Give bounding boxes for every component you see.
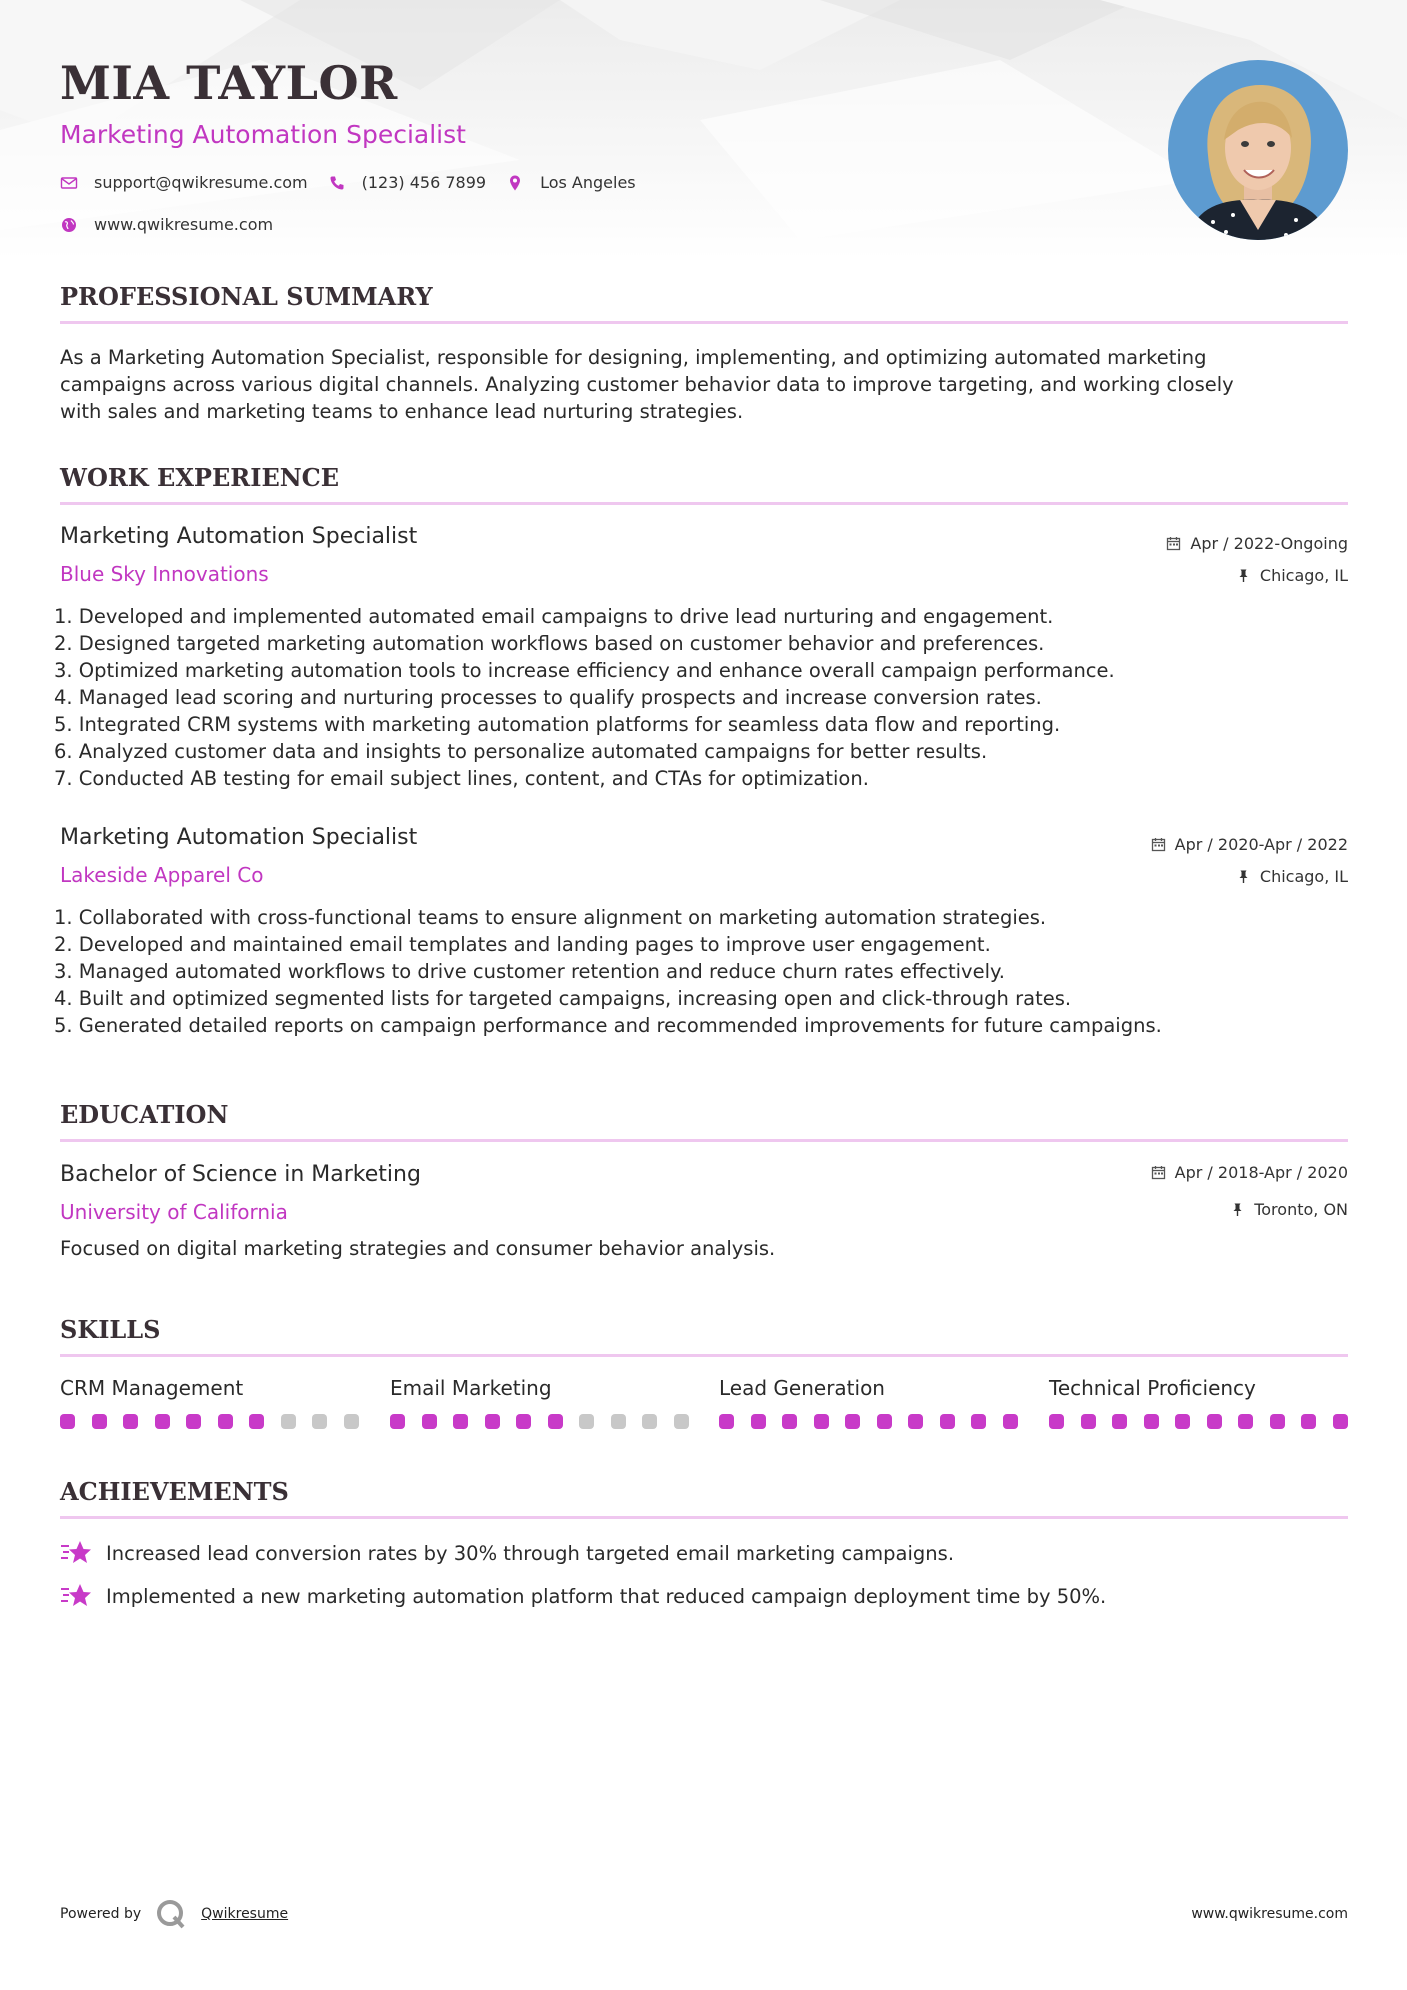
rating-dot-filled <box>782 1414 797 1429</box>
globe-icon <box>60 216 78 234</box>
profile-photo <box>1168 60 1348 240</box>
rating-dot-empty <box>281 1414 296 1429</box>
skill-name: Lead Generation <box>719 1376 885 1400</box>
rating-dot-filled <box>751 1414 766 1429</box>
section-title-education: EDUCATION <box>60 1100 229 1129</box>
rating-dot-filled <box>845 1414 860 1429</box>
rating-dot-filled <box>1207 1414 1222 1429</box>
summary-text <box>60 344 1340 425</box>
rating-dot-empty <box>312 1414 327 1429</box>
brand-link[interactable]: Qwikresume <box>201 1906 289 1922</box>
skill-name: CRM Management <box>60 1376 244 1400</box>
rating-dot-empty <box>642 1414 657 1429</box>
section-divider <box>60 1139 1348 1142</box>
rating-dot-filled <box>218 1414 233 1429</box>
rating-dot-filled <box>877 1414 892 1429</box>
section-title-skills: SKILLS <box>60 1315 161 1344</box>
phone-text: (123) 456 7899 <box>361 173 487 192</box>
company-name: Lakeside Apparel Co <box>60 863 264 887</box>
list-item: 6. Analyzed customer data and insights to personalize automated campaigns for better results. <box>54 740 988 763</box>
rating-dot-filled <box>60 1414 75 1429</box>
job-bullets <box>54 603 1344 792</box>
rating-dot-filled <box>1301 1414 1316 1429</box>
job-title: Marketing Automation Specialist <box>60 825 418 850</box>
rating-dot-filled <box>422 1414 437 1429</box>
rating-dot-filled <box>548 1414 563 1429</box>
education-location-text: Toronto, ON <box>1254 1200 1348 1219</box>
section-divider <box>60 1354 1348 1357</box>
degree-title: Bachelor of Science in Marketing <box>60 1162 421 1187</box>
contact-phone[interactable] <box>328 173 486 192</box>
location-text: Los Angeles <box>540 173 636 192</box>
achievement-item <box>60 1538 954 1568</box>
rating-dot-filled <box>1112 1414 1127 1429</box>
section-divider <box>60 1516 1348 1519</box>
pushpin-icon <box>1236 869 1251 884</box>
rating-dot-filled <box>92 1414 107 1429</box>
rating-dot-filled <box>516 1414 531 1429</box>
star-icon <box>60 1538 92 1568</box>
phone-icon <box>328 174 346 192</box>
rating-dot-filled <box>485 1414 500 1429</box>
calendar-icon <box>1151 1165 1166 1180</box>
job-dates <box>1166 534 1348 553</box>
rating-dot-filled <box>1270 1414 1285 1429</box>
rating-dot-filled <box>1238 1414 1253 1429</box>
list-item: 2. Designed targeted marketing automation workflows based on customer behavior and preferences. <box>54 632 1045 655</box>
rating-dot-filled <box>390 1414 405 1429</box>
skill-rating <box>390 1414 705 1429</box>
rating-dot-filled <box>155 1414 170 1429</box>
candidate-name: MIA TAYLOR <box>60 56 398 110</box>
rating-dot-filled <box>971 1414 986 1429</box>
skill-rating <box>1049 1414 1364 1429</box>
rating-dot-filled <box>1049 1414 1064 1429</box>
contact-website[interactable] <box>60 215 273 234</box>
contact-row-website <box>60 215 293 234</box>
rating-dot-filled <box>453 1414 468 1429</box>
skill-item <box>390 1376 690 1400</box>
job-location-text: Chicago, IL <box>1259 566 1348 585</box>
list-item: 3. Optimized marketing automation tools to increase efficiency and enhance overall campaign performance. <box>54 659 1115 682</box>
map-pin-icon <box>506 174 524 192</box>
rating-dot-filled <box>1144 1414 1159 1429</box>
powered-by-label: Powered by <box>60 1906 142 1922</box>
summary-line: As a Marketing Automation Specialist, responsible for designing, implementing, and optimizing automated marketing <box>60 346 1207 369</box>
candidate-title: Marketing Automation Specialist <box>60 120 466 149</box>
job-location <box>1236 566 1348 585</box>
list-item: 2. Developed and maintained email templates and landing pages to improve user engagement. <box>54 933 991 956</box>
rating-dot-filled <box>249 1414 264 1429</box>
rating-dot-filled <box>1333 1414 1348 1429</box>
website-text: www.qwikresume.com <box>94 215 274 234</box>
star-icon <box>60 1581 92 1611</box>
rating-dot-empty <box>611 1414 626 1429</box>
education-description: Focused on digital marketing strategies and consumer behavior analysis. <box>60 1237 776 1260</box>
rating-dot-filled <box>1175 1414 1190 1429</box>
skill-item <box>1049 1376 1349 1400</box>
achievement-text: Increased lead conversion rates by 30% through targeted email marketing campaigns. <box>106 1541 955 1565</box>
contact-location <box>506 173 636 192</box>
job-dates-text: Apr / 2022-Ongoing <box>1190 534 1348 553</box>
job-bullets <box>54 904 1344 1039</box>
rating-dot-filled <box>908 1414 923 1429</box>
rating-dot-filled <box>1003 1414 1018 1429</box>
rating-dot-filled <box>123 1414 138 1429</box>
rating-dot-filled <box>940 1414 955 1429</box>
education-location <box>1230 1200 1348 1219</box>
list-item: 4. Built and optimized segmented lists for targeted campaigns, increasing open and click-through rates. <box>54 987 1072 1010</box>
achievement-text: Implemented a new marketing automation platform that reduced campaign deployment time by 50%. <box>106 1584 1107 1608</box>
skill-rating <box>719 1414 1034 1429</box>
rating-dot-filled <box>1081 1414 1096 1429</box>
list-item: 1. Developed and implemented automated email campaigns to drive lead nurturing and engagement. <box>54 605 1054 628</box>
education-dates-text: Apr / 2018-Apr / 2020 <box>1174 1163 1348 1182</box>
list-item: 5. Generated detailed reports on campaign performance and recommended improvements for future campaigns. <box>54 1014 1162 1037</box>
email-text: support@qwikresume.com <box>94 173 308 192</box>
list-item: 7. Conducted AB testing for email subject lines, content, and CTAs for optimization. <box>54 767 869 790</box>
rating-dot-empty <box>344 1414 359 1429</box>
job-dates <box>1151 835 1348 854</box>
job-dates-text: Apr / 2020-Apr / 2022 <box>1174 835 1348 854</box>
job-title: Marketing Automation Specialist <box>60 524 418 549</box>
skill-item <box>60 1376 360 1400</box>
rating-dot-empty <box>674 1414 689 1429</box>
list-item: 5. Integrated CRM systems with marketing automation platforms for seamless data flow and reporting. <box>54 713 1061 736</box>
pushpin-icon <box>1236 568 1251 583</box>
footer-url[interactable]: www.qwikresume.com <box>1191 1906 1348 1922</box>
section-divider <box>60 321 1348 324</box>
list-item: 1. Collaborated with cross-functional teams to ensure alignment on marketing automation strategies. <box>54 906 1047 929</box>
achievement-item <box>60 1581 1106 1611</box>
job-location-text: Chicago, IL <box>1259 867 1348 886</box>
footer-powered-by <box>60 1898 288 1930</box>
calendar-icon <box>1151 837 1166 852</box>
skill-item <box>719 1376 1019 1400</box>
list-item: 3. Managed automated workflows to drive customer retention and reduce churn rates effectively. <box>54 960 1005 983</box>
section-title-summary: PROFESSIONAL SUMMARY <box>60 282 433 311</box>
skill-name: Email Marketing <box>390 1376 552 1400</box>
rating-dot-empty <box>579 1414 594 1429</box>
section-title-achievements: ACHIEVEMENTS <box>60 1477 289 1506</box>
qwikresume-logo-icon <box>155 1898 187 1930</box>
school-name: University of California <box>60 1200 288 1224</box>
envelope-icon <box>60 174 78 192</box>
education-dates <box>1151 1163 1348 1182</box>
rating-dot-filled <box>186 1414 201 1429</box>
contact-email[interactable] <box>60 173 308 192</box>
job-location <box>1236 867 1348 886</box>
summary-line: campaigns across various digital channels. Analyzing customer behavior data to improve targeting, and working closely <box>60 373 1234 396</box>
calendar-icon <box>1166 536 1181 551</box>
summary-line: with sales and marketing teams to enhance lead nurturing strategies. <box>60 400 744 423</box>
pushpin-icon <box>1230 1202 1245 1217</box>
list-item: 4. Managed lead scoring and nurturing processes to qualify prospects and increase conversion rates. <box>54 686 1042 709</box>
skill-rating <box>60 1414 375 1429</box>
contact-row <box>60 173 656 192</box>
company-name: Blue Sky Innovations <box>60 562 269 586</box>
section-divider <box>60 502 1348 505</box>
section-title-experience: WORK EXPERIENCE <box>60 463 340 492</box>
rating-dot-filled <box>814 1414 829 1429</box>
skill-name: Technical Proficiency <box>1049 1376 1256 1400</box>
rating-dot-filled <box>719 1414 734 1429</box>
